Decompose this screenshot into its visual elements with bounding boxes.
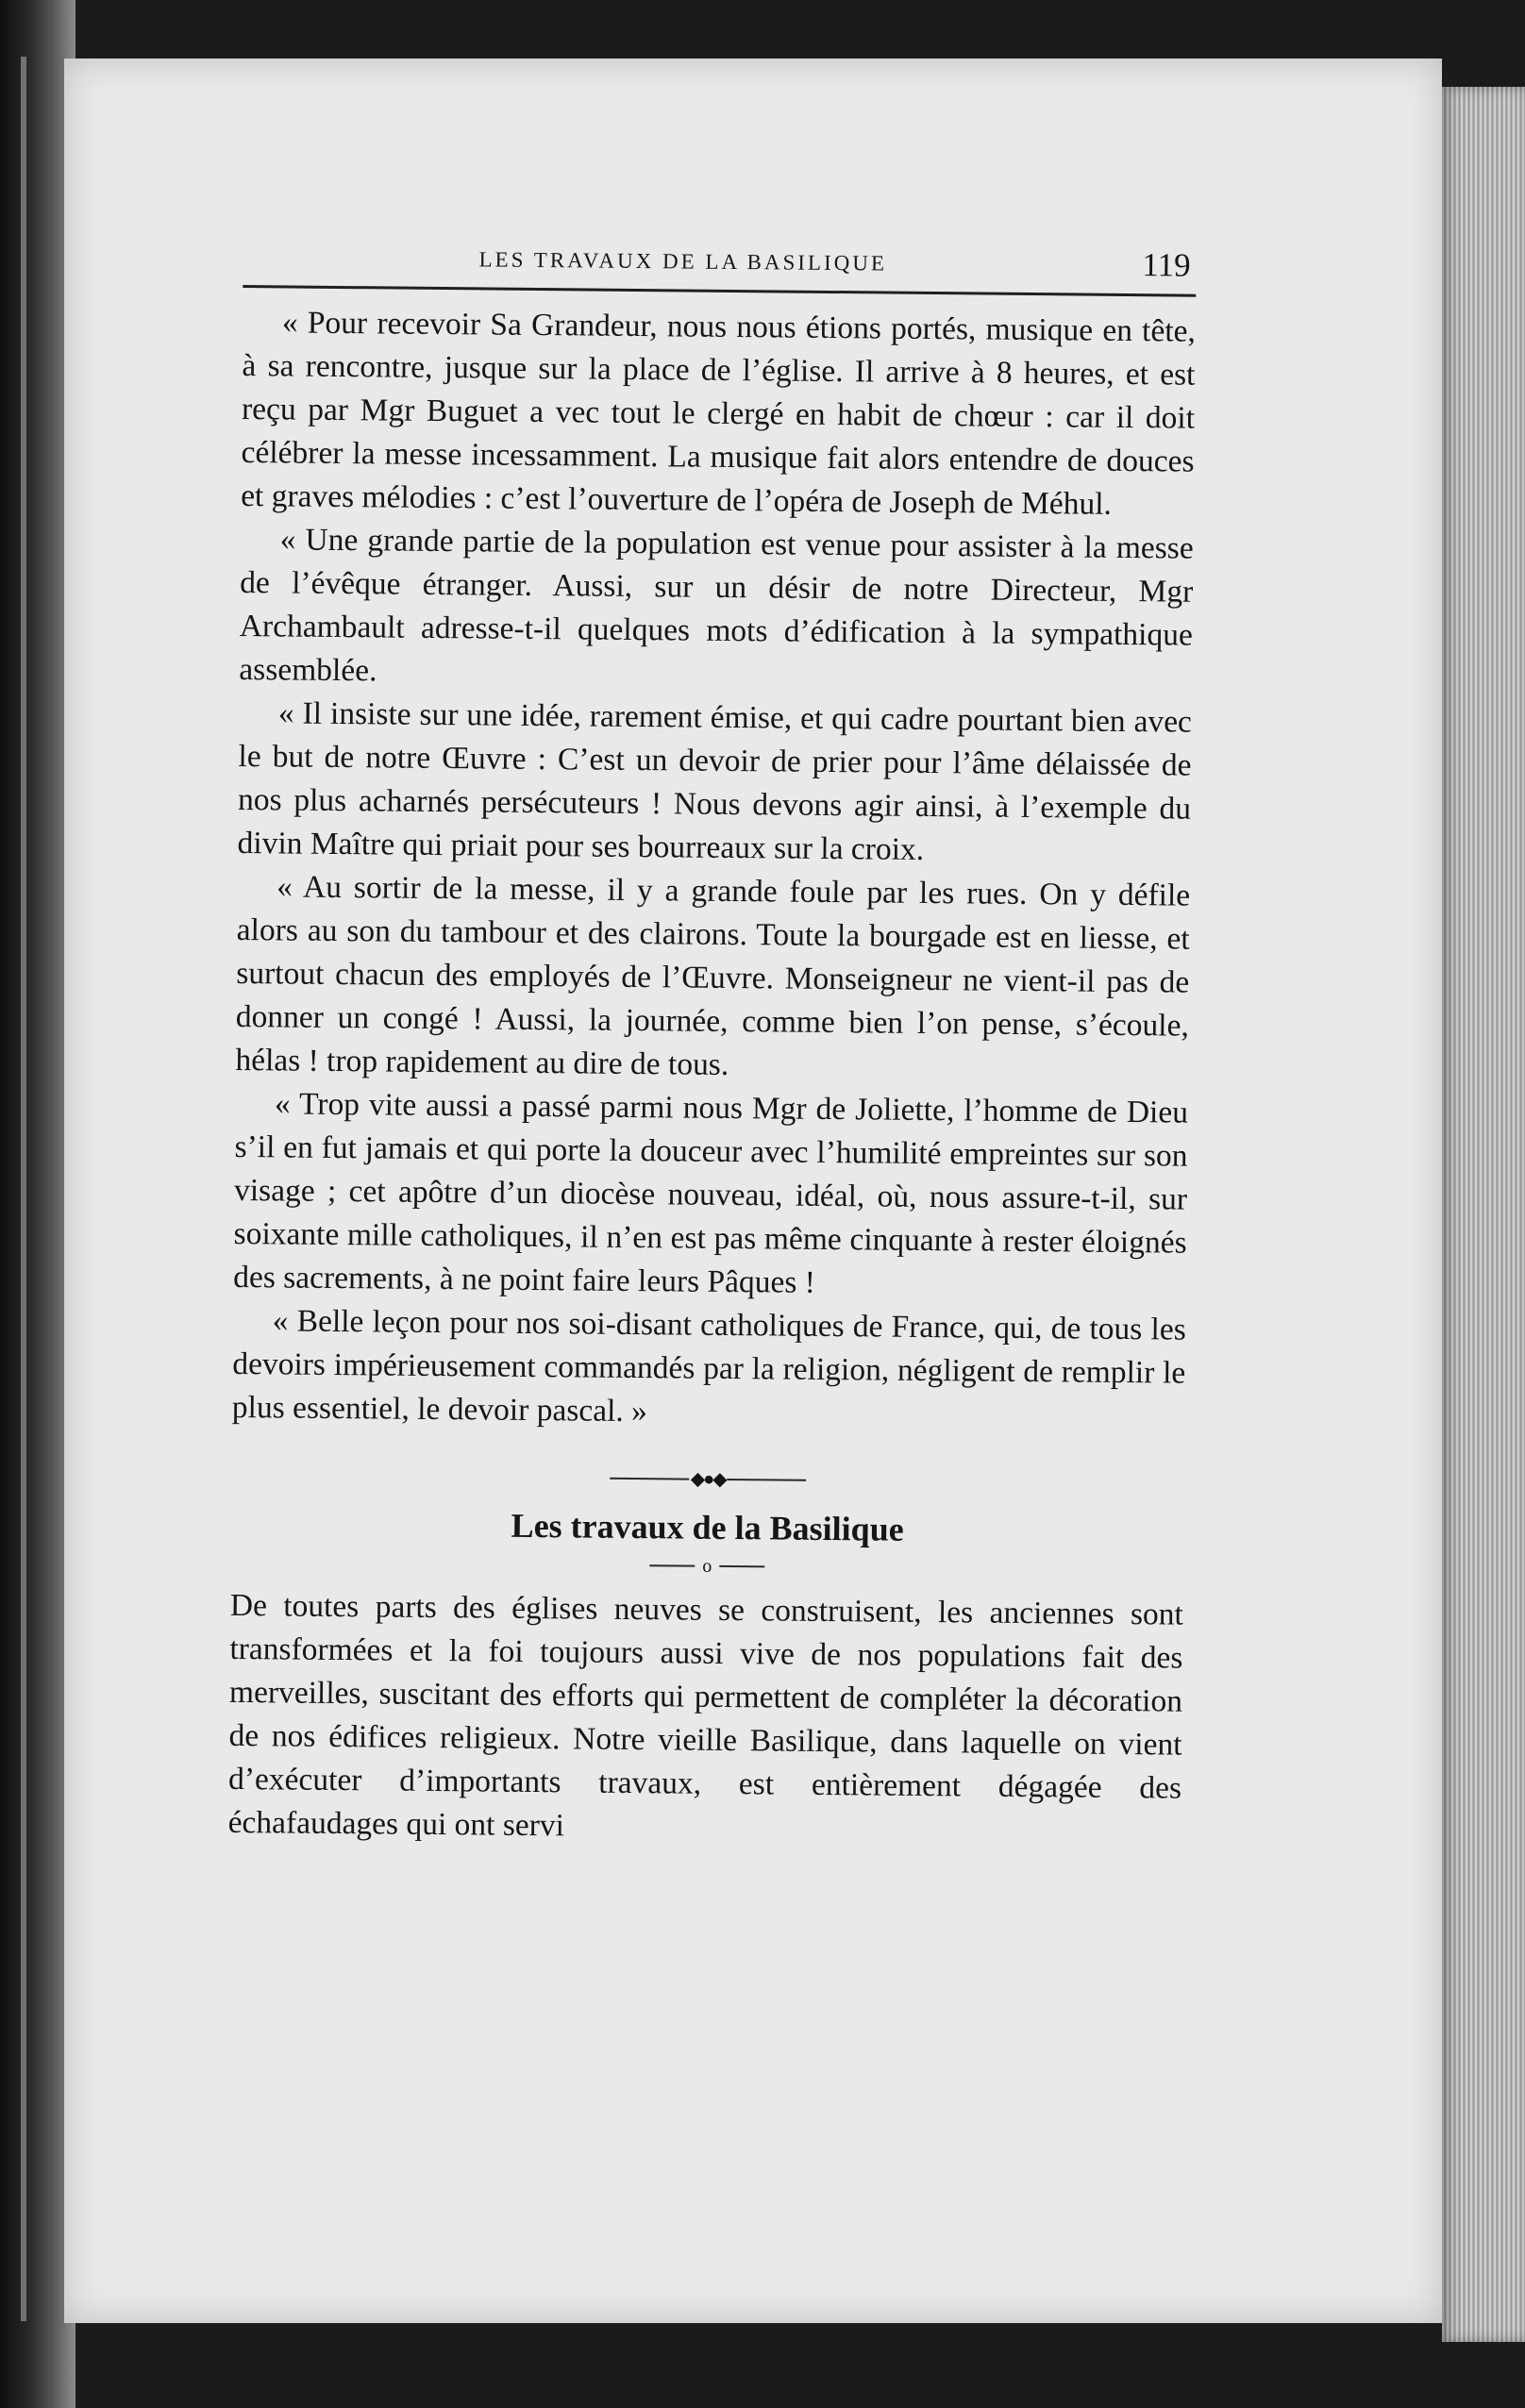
small-divider-line-right [719,1565,764,1567]
page-text-block [227,217,1197,1854]
ornament-line-left [610,1478,689,1480]
paragraph: « Trop vite aussi a passé parmi nous Mgr de Joliette, l’homme de Dieu s’il en fut jamais et qui porte la douceur avec l’humilité empreintes sur son visage ; cet apôtre d’un diocèse nouveau, idéal, où, nous assure-t-il, sur soixante mille catholiques, il n’en est pas même cinquante à rester éloignés des sacrements, à ne point faire leurs Pâques ! [233,1086,1189,1300]
section-paragraph: De toutes parts des églises neuves se construisent, les anciennes sont transformées et la foi toujours aussi vive de nos populations fait des merveilles, suscitant des efforts qui permettent de compléter la décoration de nos édifices religieux. Notre vieille Basilique, dans laquelle on vient d’exécuter d’importants travaux, est entièrement dégagée des échafaudages qui ont servi [227,1587,1184,1844]
paragraph: « Pour recevoir Sa Grandeur, nous nous étions portés, musique en tête, à sa rencontre, jusque sur la place de l’église. Il arrive à 8 heures, et est reçu par Mgr Buguet a vec tout le clergé en habit de chœur : car il doit célébrer la messe incessamment. La musique fait alors entendre de douces et graves mélodies : c’est l’ouverture de l’opéra de Joseph de Méhul. [240,305,1197,522]
section-title: Les travaux de la Basilique [511,1506,904,1548]
page-stack-edge [1442,87,1525,2342]
small-divider-mark: o [702,1555,712,1577]
ornament-icon: ◆●◆ [690,1468,726,1490]
running-head [243,217,1197,297]
paragraph: « Belle leçon pour nos soi-disant catholiques de France, qui, de tous les devoirs impérieusement commandés par la religion, négligent de remplir le plus essentiel, le devoir pascal. » [231,1303,1186,1430]
small-divider [230,1552,1183,1580]
running-title: LES TRAVAUX DE LA BASILIQUE [478,247,888,276]
page-number: 119 [1142,246,1191,284]
ornament-line-right [728,1479,807,1481]
small-divider-line-left [649,1564,695,1566]
paragraph: « Il insiste sur une idée, rarement émise, et qui cadre pourtant bien avec le but de notre Œuvre : C’est un devoir de prier pour l’âme délaissée de nos plus acharnés persécuteurs ! Nous devons agir ainsi, à l’exemple du divin Maître qui priait pour ses bourreaux sur la croix. [237,695,1193,867]
ornament-divider [231,1465,1184,1494]
paragraph: « Une grande partie de la population est venue pour assister à la messe de l’évêque étranger. Aussi, sur un désir de notre Directeur, Mgr Archambault adresse-t-il quelques mots d’édification à la sympathique assemblée. [239,522,1194,689]
body-text [227,301,1196,1854]
paragraph: « Au sortir de la messe, il y a grande foule par les rues. On y défile alors au son du tambour et des clairons. Toute la bourgade est en liesse, et surtout chacun des employés de l’Œuvre. Monseigneur ne vient-il pas de donner un congé ! Aussi, la journée, comme bien l’on pense, s’écoule, hélas ! trop rapidement au dire de tous. [235,869,1191,1082]
